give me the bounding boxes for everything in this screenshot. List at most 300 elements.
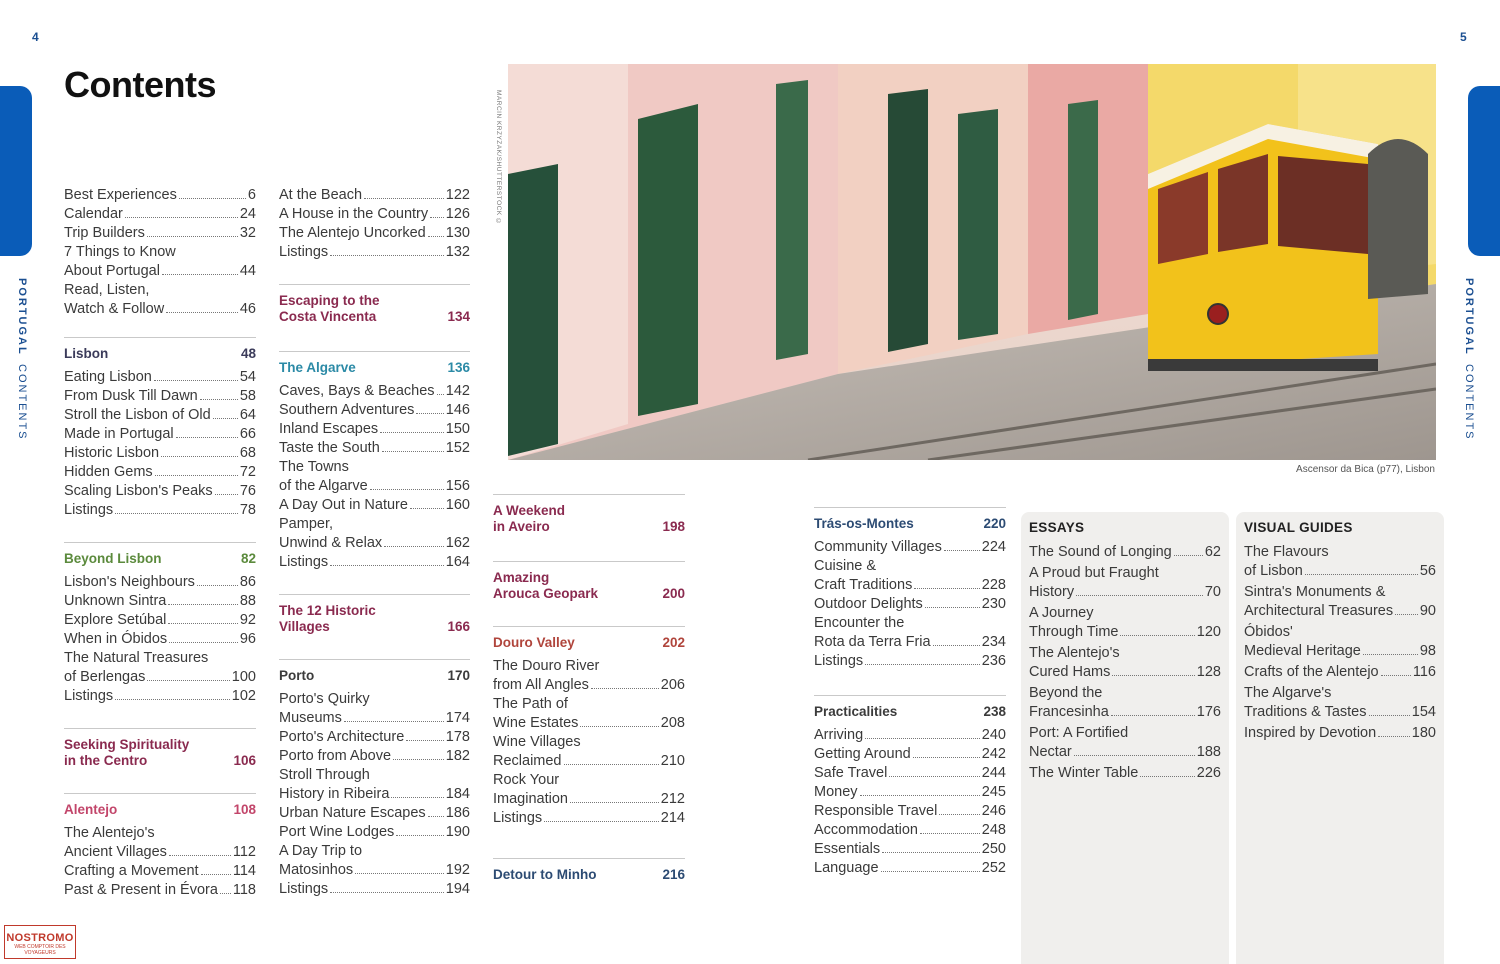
toc-entry[interactable] [814,783,1006,802]
toc-entry[interactable] [1029,663,1221,682]
toc-entry-label: Money [814,784,858,800]
toc-entry[interactable] [1244,602,1436,621]
essays-panel [1021,512,1229,964]
section-centro[interactable] [64,728,256,769]
dot-leader [169,855,231,856]
dot-leader [1305,574,1418,575]
toc-line: Sintra's Monuments & [1244,584,1386,600]
toc-entry-label: Crafts of the Alentejo [1244,664,1379,680]
toc-line: A Journey [1029,605,1094,621]
toc-entry-page: 186 [445,805,470,821]
dot-leader [1111,715,1195,716]
toc-entry-label: The Sound of Longing [1029,544,1172,560]
dot-leader [570,802,659,803]
toc-entry[interactable] [64,387,256,406]
toc-entry[interactable] [279,382,470,401]
toc-line: The Towns [279,459,349,475]
toc-entry[interactable] [1244,724,1436,743]
photo-credit: MARCIN KRZYZAK/SHUTTERSTOCK © [495,90,502,226]
toc-entry[interactable] [814,802,1006,821]
toc-line: Rock Your [493,772,560,788]
toc-entry-page: 228 [981,577,1006,593]
toc-entry-label: Nectar [1029,744,1072,760]
toc-list-douro [493,657,685,828]
page-number-right: 5 [1460,30,1467,44]
toc-line: A Proud but Fraught [1029,565,1159,581]
section-douro[interactable] [493,626,685,651]
toc-entry[interactable] [279,477,470,496]
dot-leader [944,550,980,551]
toc-entry[interactable] [64,406,256,425]
toc-entry-label: Through Time [1029,624,1119,640]
toc-entry-label: Essentials [814,841,881,857]
toc-line: Beyond the [1029,685,1103,701]
photo-caption: Ascensor da Bica (p77), Lisbon [1296,464,1435,475]
toc-entry[interactable] [814,538,1006,557]
toc-entry-page: 72 [239,464,256,480]
section-page: 200 [662,586,685,601]
toc-line: Port: A Fortified [1029,725,1129,741]
dot-leader [410,508,444,509]
section-costa-vincenta[interactable] [279,284,470,325]
toc-entry[interactable] [279,224,470,243]
dot-leader [925,607,980,608]
dot-leader [179,198,246,199]
section-title: The 12 Historic Villages [279,603,376,634]
toc-entry[interactable] [1029,623,1221,642]
section-page: 166 [447,619,470,634]
toc-entry-page: 68 [239,445,256,461]
toc-line: The Path of [493,696,568,712]
toc-entry[interactable] [279,804,470,823]
tram-street-illustration [508,64,1436,460]
toc-entry-label: Ancient Villages [64,844,167,860]
toc-entry-page: 160 [445,497,470,513]
toc-entry-page: 176 [1196,704,1221,720]
toc-entry[interactable] [1244,703,1436,722]
toc-entry-label: Listings [279,244,329,260]
section-page: 238 [983,704,1006,719]
toc-entry-page: 208 [660,715,685,731]
toc-entry-page: 194 [445,881,470,897]
toc-entry[interactable] [64,573,256,592]
toc-entry-page: 98 [1419,643,1436,659]
toc-line: Pamper, [279,516,333,532]
dot-leader [939,814,979,815]
dot-leader [1381,675,1411,676]
toc-line: The Alentejo's [64,825,155,841]
toc-entry-label: of the Algarve [279,478,368,494]
dot-leader [220,893,231,894]
toc-entry-page: 244 [981,765,1006,781]
dot-leader [364,198,444,199]
toc-line: The Flavours [1244,544,1329,560]
dot-leader [1120,635,1194,636]
toc-entry[interactable] [1029,743,1221,762]
toc-entry[interactable] [493,676,685,695]
dot-leader [155,475,238,476]
toc-entry[interactable] [279,534,470,553]
toc-entry-label: Cured Hams [1029,664,1111,680]
toc-entry[interactable] [279,880,470,899]
toc-list-porto [279,690,470,899]
toc-entry-page: 174 [445,710,470,726]
toc-entry[interactable] [64,463,256,482]
toc-entry[interactable] [279,186,470,205]
toc-entry-label: Made in Portugal [64,426,174,442]
dot-leader [1395,614,1418,615]
toc-entry-page: 130 [445,225,470,241]
dot-leader [344,721,444,722]
toc-line: A Day Trip to [279,843,363,859]
dot-leader [166,312,238,313]
toc-entry-label: Language [814,860,879,876]
toc-entry-label: from All Angles [493,677,589,693]
toc-entry[interactable] [814,859,1006,878]
dot-leader [115,513,238,514]
toc-line: Wine Villages [493,734,581,750]
toc-entry[interactable] [814,821,1006,840]
toc-entry[interactable] [64,482,256,501]
toc-entry-page: 120 [1196,624,1221,640]
dot-leader [384,546,444,547]
toc-entry[interactable] [814,726,1006,745]
dot-leader [115,699,230,700]
toc-entry[interactable] [1029,764,1221,783]
toc-entry[interactable] [1244,663,1436,682]
dot-leader [920,833,980,834]
toc-entry-page: 54 [239,369,256,385]
dot-leader [1174,555,1203,556]
toc-line: The Natural Treasures [64,650,209,666]
toc-entry[interactable] [279,785,470,804]
toc-entry[interactable] [279,747,470,766]
toc-entry-label: Explore Setúbal [64,612,167,628]
toc-entry[interactable] [64,862,256,881]
dot-leader [437,394,444,395]
toc-entry[interactable] [814,595,1006,614]
toc-entry-page: 246 [981,803,1006,819]
dot-leader [393,759,444,760]
dot-leader [147,236,238,237]
toc-entry-label: Inspired by Devotion [1244,725,1377,741]
section-page: 106 [233,753,256,768]
toc-entry[interactable] [1029,543,1221,562]
dot-leader [161,456,238,457]
toc-entry[interactable] [64,224,256,243]
toc-entry-label: Eating Lisbon [64,369,152,385]
toc-entry[interactable] [64,592,256,611]
toc-entry-label: Matosinhos [279,862,354,878]
toc-entry-page: 66 [239,426,256,442]
toc-entry-label: The Winter Table [1029,765,1139,781]
toc-entry[interactable] [64,425,256,444]
toc-entry[interactable] [279,401,470,420]
section-lisbon[interactable] [64,337,256,362]
toc-entry-label: Arriving [814,727,864,743]
toc-entry[interactable] [814,652,1006,671]
toc-entry[interactable] [279,496,470,515]
dot-leader [1074,755,1195,756]
dot-leader [416,413,443,414]
toc-entry[interactable] [279,439,470,458]
dot-leader [564,764,659,765]
toc-entry[interactable] [279,243,470,262]
toc-list-tras-os-montes [814,538,1006,671]
tram-photo [508,64,1436,460]
toc-entry-label: Lisbon's Neighbours [64,574,195,590]
toc-entry-label: Listings [64,502,114,518]
toc-entry-label: About Portugal [64,263,160,279]
dot-leader [147,680,229,681]
toc-entry-page: 90 [1419,603,1436,619]
toc-entry-page: 44 [239,263,256,279]
toc-line: The Douro River [493,658,600,674]
toc-entry[interactable] [279,553,470,572]
toc-entry[interactable] [64,687,256,706]
toc-entry-label: Unknown Sintra [64,593,167,609]
toc-list-lisbon [64,368,256,520]
dot-leader [889,776,979,777]
dot-leader [544,821,659,822]
toc-entry[interactable] [64,630,256,649]
toc-entry[interactable] [64,501,256,520]
section-aveiro[interactable] [493,494,685,535]
section-arouca[interactable] [493,561,685,602]
toc-entry-label: The Alentejo Uncorked [279,225,426,241]
section-porto[interactable] [279,659,470,684]
dot-leader [154,380,238,381]
toc-entry[interactable] [1029,583,1221,602]
toc-entry-page: 240 [981,727,1006,743]
toc-entry[interactable] [279,205,470,224]
toc-entry-page: 234 [981,634,1006,650]
toc-entry[interactable] [64,881,256,900]
toc-entry-label: Taste the South [279,440,380,456]
toc-list-practicalities [814,726,1006,878]
toc-column-4 [814,507,1006,878]
dot-leader [330,565,444,566]
toc-entry-page: 250 [981,841,1006,857]
dot-leader [168,623,237,624]
toc-entry-label: Inland Escapes [279,421,379,437]
toc-line: Encounter the [814,615,905,631]
page-number-left: 4 [32,30,39,44]
section-tab-left [0,86,32,256]
toc-entry[interactable] [279,728,470,747]
toc-entry-page: 152 [445,440,470,456]
toc-entry-page: 192 [445,862,470,878]
toc-entry-label: Getting Around [814,746,911,762]
toc-entry[interactable] [814,764,1006,783]
toc-entry[interactable] [279,823,470,842]
dot-leader [370,489,444,490]
toc-entry-page: 56 [1419,563,1436,579]
toc-entry-label: A House in the Country [279,206,429,222]
dot-leader [865,738,980,739]
toc-entry[interactable] [1029,703,1221,722]
toc-entry-page: 100 [231,669,256,685]
toc-line: 7 Things to Know [64,244,176,260]
toc-entry[interactable] [64,368,256,387]
toc-entry-page: 58 [239,388,256,404]
visual-guides-heading: VISUAL GUIDES [1244,520,1353,535]
section-practicalities[interactable] [814,695,1006,720]
toc-entry-page: 252 [981,860,1006,876]
toc-entry-page: 112 [232,844,256,860]
toc-entry-label: Hidden Gems [64,464,153,480]
section-historic-villages[interactable] [279,594,470,635]
toc-entry-label: Responsible Travel [814,803,938,819]
toc-entry[interactable] [493,790,685,809]
toc-entry-label: Crafting a Movement [64,863,199,879]
section-tab-right [1468,86,1500,256]
toc-entry[interactable] [64,186,256,205]
toc-entry[interactable] [814,840,1006,859]
toc-entry[interactable] [279,709,470,728]
toc-entry[interactable] [814,633,1006,652]
toc-entry-page: 164 [445,554,470,570]
toc-entry-label: Listings [493,810,543,826]
dot-leader [330,255,444,256]
toc-entry[interactable] [64,611,256,630]
section-minho[interactable] [493,858,685,883]
toc-entry-label: Craft Traditions [814,577,913,593]
toc-entry-page: 126 [445,206,470,222]
toc-entry[interactable] [279,420,470,439]
toc-entry[interactable] [64,262,256,281]
toc-entry-page: 122 [445,187,470,203]
toc-entry-label: Unwind & Relax [279,535,383,551]
toc-entry[interactable] [493,714,685,733]
section-page: 216 [662,867,685,882]
essays-heading: ESSAYS [1029,520,1085,535]
toc-entry[interactable] [814,576,1006,595]
toc-entry-label: Watch & Follow [64,301,165,317]
dot-leader [176,437,238,438]
toc-line: Read, Listen, [64,282,150,298]
toc-entry[interactable] [1244,642,1436,661]
toc-column-1 [64,186,256,900]
dot-leader [1378,736,1410,737]
toc-entry-label: Imagination [493,791,568,807]
section-tras-os-montes[interactable] [814,507,1006,532]
toc-entry-page: 226 [1196,765,1221,781]
toc-entry-label: Listings [814,653,864,669]
toc-entry[interactable] [64,444,256,463]
section-page: 136 [447,360,470,375]
toc-entry[interactable] [814,745,1006,764]
dot-leader [580,726,658,727]
dot-leader [430,217,444,218]
dot-leader [213,418,238,419]
toc-entry-label: A Day Out in Nature [279,497,408,513]
toc-entry-label: Architectural Treasures [1244,603,1394,619]
toc-entry-label: Rota da Terra Fria [814,634,931,650]
dot-leader [396,835,444,836]
toc-entry[interactable] [64,843,256,862]
section-title: Porto [279,668,315,683]
toc-entry-label: History [1029,584,1075,600]
toc-entry-label: Accommodation [814,822,918,838]
toc-line: The Alentejo's [1029,645,1120,661]
section-beyond-lisbon[interactable] [64,542,256,567]
toc-entry-page: 154 [1411,704,1436,720]
toc-entry[interactable] [1244,562,1436,581]
toc-entry-page: 188 [1196,744,1221,760]
toc-entry-page: 118 [232,882,256,898]
nostromo-logo: NOSTROMO WEB COMPTOIR DES VOYAGEURS [4,925,76,959]
toc-entry-label: Caves, Bays & Beaches [279,383,435,399]
toc-entry[interactable] [64,668,256,687]
toc-list-intro [64,186,256,319]
toc-entry-label: Porto from Above [279,748,392,764]
toc-entry-label: of Berlengas [64,669,146,685]
dot-leader [1140,776,1194,777]
toc-entry-page: 245 [981,784,1006,800]
section-alentejo[interactable] [64,793,256,818]
toc-entry[interactable] [64,205,256,224]
section-algarve[interactable] [279,351,470,376]
visual-guides-panel [1236,512,1444,964]
toc-entry-label: Stroll the Lisbon of Old [64,407,211,423]
toc-entry-page: 184 [445,786,470,802]
toc-column-2 [279,186,470,899]
section-title: The Algarve [279,360,356,375]
toc-entry-label: Francesinha [1029,704,1109,720]
toc-entry-label: When in Óbidos [64,631,168,647]
toc-entry-label: Traditions & Tastes [1244,704,1367,720]
toc-entry-page: 70 [1204,584,1221,600]
section-title: Seeking Spirituality in the Centro [64,737,190,768]
toc-entry-page: 236 [981,653,1006,669]
section-title: Escaping to the Costa Vincenta [279,293,380,324]
dot-leader [1112,675,1194,676]
dot-leader [913,757,980,758]
toc-entry-page: 212 [660,791,685,807]
toc-entry-page: 150 [445,421,470,437]
section-title: Amazing Arouca Geopark [493,570,599,601]
toc-entry-page: 190 [445,824,470,840]
toc-entry[interactable] [279,861,470,880]
dot-leader [406,740,444,741]
toc-entry-label: Calendar [64,206,123,222]
toc-entry-label: of Lisbon [1244,563,1303,579]
toc-entry[interactable] [493,752,685,771]
toc-entry[interactable] [493,809,685,828]
dot-leader [591,688,659,689]
dot-leader [125,217,238,218]
toc-entry-page: 76 [239,483,256,499]
dot-leader [881,871,980,872]
toc-entry-label: Southern Adventures [279,402,415,418]
toc-entry-page: 116 [1412,664,1436,680]
toc-entry[interactable] [64,300,256,319]
toc-entry-label: Past & Present in Évora [64,882,218,898]
toc-list-essays [1029,543,1221,783]
toc-entry-page: 46 [239,301,256,317]
dot-leader [197,585,238,586]
section-page: 82 [240,551,256,566]
toc-entry-page: 242 [981,746,1006,762]
dot-leader [428,236,444,237]
toc-entry-label: Historic Lisbon [64,445,160,461]
section-page: 134 [447,309,470,324]
section-title: Trás-os-Montes [814,516,914,531]
dot-leader [865,664,980,665]
toc-list-visual-guides [1244,543,1436,743]
toc-entry-page: 156 [445,478,470,494]
